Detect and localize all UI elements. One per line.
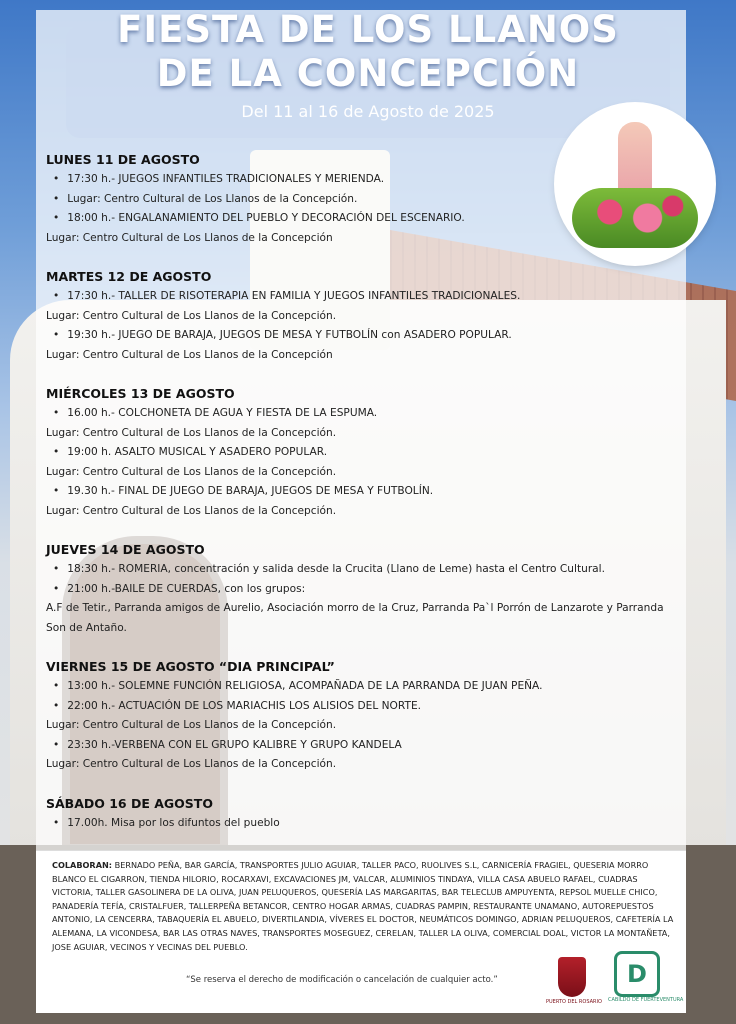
event-item: • 19:00 h. ASALTO MUSICAL Y ASADERO POPULAR. (46, 443, 686, 463)
day-section (46, 794, 686, 834)
day-heading: LUNES 11 DE AGOSTO (46, 152, 200, 167)
day-heading: VIERNES 15 DE AGOSTO “DIA PRINCIPAL” (46, 659, 335, 674)
day-section (46, 540, 686, 638)
disclaimer-note: “Se reserva el derecho de modificación o cancelación de cualquier acto.” (186, 975, 498, 985)
ayuntamiento-caption: PUERTO DEL ROSARIO (546, 999, 602, 1005)
day-heading: JUEVES 14 DE AGOSTO (46, 542, 205, 557)
section-gap (46, 638, 686, 657)
event-item: • 19.30 h.- FINAL DE JUEGO DE BARAJA, JUEGOS DE MESA Y FUTBOLÍN. (46, 482, 686, 502)
section-gap (46, 775, 686, 794)
date-range: Del 11 al 16 de Agosto de 2025 (241, 102, 495, 121)
event-item: • 22:00 h.- ACTUACIÓN DE LOS MARIACHIS LOS ALISIOS DEL NORTE. (46, 697, 686, 717)
event-item: • 17.00h. Misa por los difuntos del pueblo (46, 814, 686, 834)
event-item: • 17:30 h.- TALLER DE RISOTERAPIA EN FAMILIA Y JUEGOS INFANTILES TRADICIONALES. (46, 287, 686, 307)
event-location: Lugar: Centro Cultural de Los Llanos de la Concepción. (46, 719, 337, 731)
event-item: • 18:30 h.- ROMERIA, concentración y salida desde la Crucita (Llano de Leme) hasta el Centro Cultural. (46, 560, 686, 580)
event-location: Lugar: Centro Cultural de Los Llanos de la Concepción (46, 348, 333, 361)
collaborators-label: COLABORAN: (52, 860, 113, 870)
title-line-1: FIESTA DE LOS LLANOS (117, 8, 619, 51)
event-item: • 18:00 h.- ENGALANAMIENTO DEL PUEBLO Y DECORACIÓN DEL ESCENARIO. (46, 209, 686, 229)
day-section (46, 384, 686, 521)
poster-title (0, 8, 736, 96)
day-section (46, 267, 686, 365)
day-section (46, 657, 686, 775)
event-item: • 21:00 h.-BAILE DE CUERDAS, con los grupos: (46, 580, 686, 600)
event-location: Lugar: Centro Cultural de Los Llanos de la Concepción. (46, 758, 337, 770)
event-location: A.F de Tetir., Parranda amigos de Aurelio, Asociación morro de la Cruz, Parranda Pa`l Porrón de Lanzarote y Parranda Son de Antaño. (46, 602, 664, 634)
day-heading: SÁBADO 16 DE AGOSTO (46, 795, 213, 811)
event-location: Lugar: Centro Cultural de Los Llanos de la Concepción (46, 231, 333, 244)
day-heading: MARTES 12 DE AGOSTO (46, 269, 212, 284)
section-gap (46, 365, 686, 384)
program-schedule (46, 150, 686, 833)
collaborators-box (36, 850, 686, 1013)
event-location: Lugar: Centro Cultural de Los Llanos de la Concepción. (46, 309, 337, 322)
event-item: • Lugar: Centro Cultural de Los Llanos de la Concepción. (46, 190, 686, 210)
event-location: Lugar: Centro Cultural de Los Llanos de la Concepción. (46, 426, 337, 439)
day-heading: MIÉRCOLES 13 DE AGOSTO (46, 386, 235, 401)
event-item: • 23:30 h.-VERBENA CON EL GRUPO KALIBRE Y GRUPO KANDELA (46, 736, 686, 756)
collaborators-list: BERNADO PEÑA, BAR GARCÍA, TRANSPORTES JULIO AGUIAR, TALLER PACO, RUOLIVES S.L, CARNICERÍA FRAGIEL, QUESERIA MORRO BLANCO EL CIGARRON, TIENDA HILORIO, ROCARXAVI, EXCAVACIONES JM, VALCAR, ALUMINIOS TINDAYA, VILLA CASA ABUELO RAFAEL, CUADRAS VICTORIA, TALLER GASOLINERA DE LA OLIVA, JUAN PELUQUEROS, QUESERÍA LAS MARGARITAS, BAR TELECLUB AMPUYENTA, REPSOL MUELLE CHICO, PANADERÍA TEFÍA, CRISTALFUER, TALLERPEÑA BETANCOR, CENTRO HOGAR ARMAS, CUADRAS PAMPIN, RESTAURANTE UNAMANO, AUTOREPUESTOS ANTONIO, LA CENCERRA, TABAQUERÍA EL ABUELO, DIVERTILANDIA, VÍVERES EL DOCTOR, NEUMÁTICOS DOMINGO, ADRIAN PELUQUEROS, CAFETERÍA LA ALEMANA, LA VICONDESA, BAR LAS OTRAS NAVES, TRANSPORTES MOSEGUEZ, CERELAN, TALLER LA OLIVA, COMERCIAL DOAL, VICTOR LA MONTAÑETA, JOSE AGUIAR, VECINOS Y VECINAS DEL PUEBLO. (52, 860, 674, 952)
day-section (46, 150, 686, 248)
event-item: • 19:30 h.- JUEGO DE BARAJA, JUEGOS DE MESA Y FUTBOLÍN con ASADERO POPULAR. (46, 326, 686, 346)
event-item: • 16.00 h.- COLCHONETA DE AGUA Y FIESTA DE LA ESPUMA. (46, 404, 686, 424)
ayuntamiento-logo (558, 957, 586, 997)
section-gap (46, 521, 686, 540)
cabildo-logo: D (614, 951, 660, 997)
event-location: Lugar: Centro Cultural de Los Llanos de la Concepción. (46, 504, 337, 517)
cabildo-caption: CABILDO DE FUERTEVENTURA (608, 997, 684, 1003)
event-location: Lugar: Centro Cultural de Los Llanos de la Concepción. (46, 465, 337, 478)
event-item: • 17:30 h.- JUEGOS INFANTILES TRADICIONALES Y MERIENDA. (46, 170, 686, 190)
event-item: • 13:00 h.- SOLEMNE FUNCIÓN RELIGIOSA, ACOMPAÑADA DE LA PARRANDA DE JUAN PEÑA. (46, 677, 686, 697)
collaborators-text (52, 859, 674, 954)
section-gap (46, 248, 686, 267)
title-line-2: DE LA CONCEPCIÓN (156, 52, 580, 95)
